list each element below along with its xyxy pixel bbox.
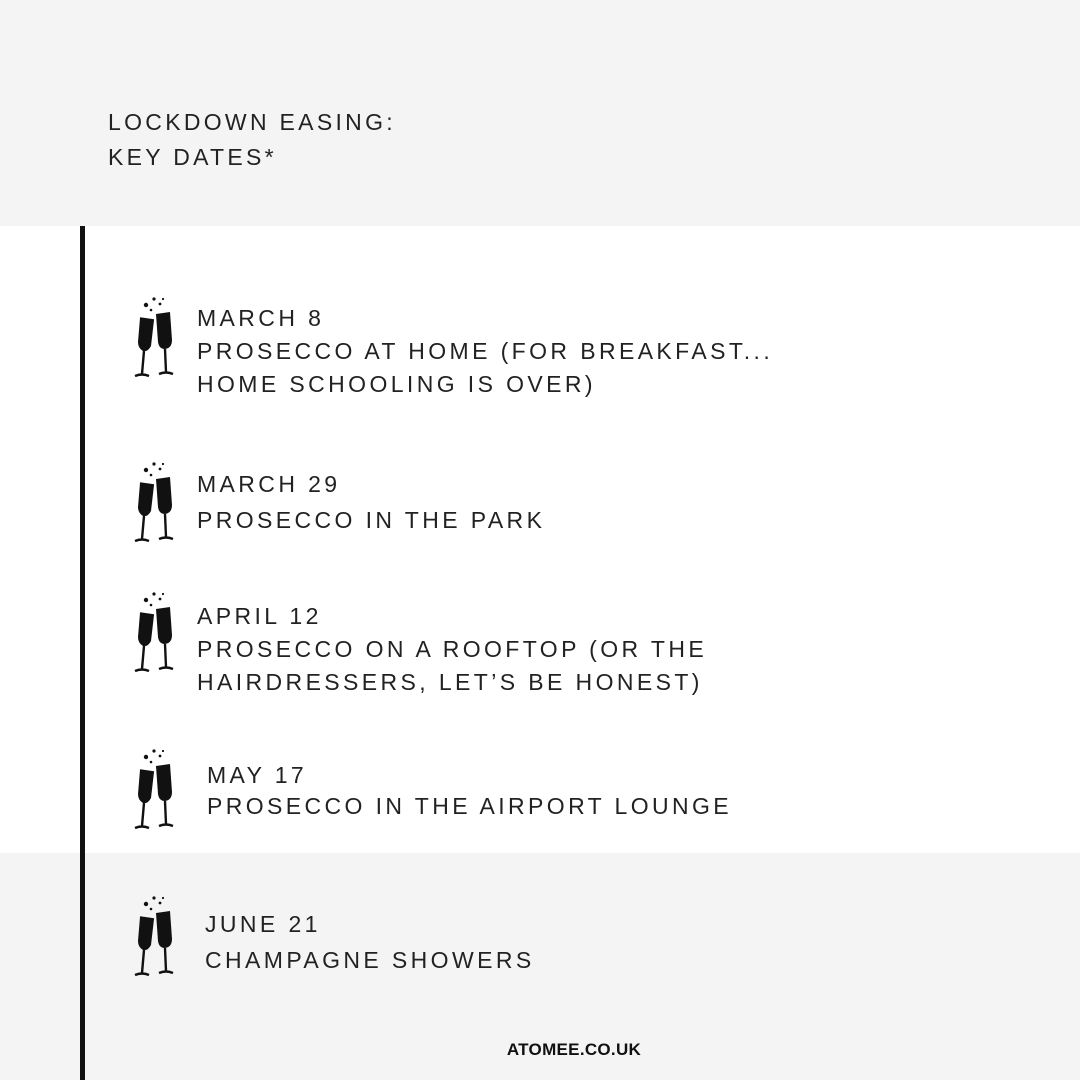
- champagne-glasses-icon: [132, 461, 178, 545]
- entry-date: APRIL 12: [197, 603, 322, 629]
- entry-line: PROSECCO ON A ROOFTOP (OR THE: [197, 636, 708, 662]
- entry-line: HOME SCHOOLING IS OVER): [197, 371, 596, 397]
- champagne-glasses-icon: [132, 591, 178, 675]
- page-title: [108, 105, 396, 175]
- champagne-glasses-icon: [132, 748, 178, 832]
- entry-date: MARCH 29: [197, 471, 341, 497]
- entry-date: JUNE 21: [205, 911, 321, 937]
- entry-line: CHAMPAGNE SHOWERS: [205, 947, 535, 973]
- title-line-2: KEY DATES*: [108, 144, 277, 170]
- entry-line: PROSECCO IN THE PARK: [197, 507, 546, 533]
- site-url-text: ATOMEE.CO.UK: [506, 1040, 642, 1059]
- title-line-1: LOCKDOWN EASING:: [108, 109, 396, 135]
- entry-text: [197, 600, 707, 699]
- entry-date: MARCH 8: [197, 305, 325, 331]
- entry-line: PROSECCO AT HOME (FOR BREAKFAST...: [197, 338, 774, 364]
- entry-line: HAIRDRESSERS, LET’S BE HONEST): [197, 669, 703, 695]
- entry-text: [197, 302, 773, 401]
- entry-text: [207, 760, 732, 822]
- champagne-glasses-icon: [132, 895, 178, 979]
- entry-date: MAY 17: [207, 762, 308, 788]
- timeline-line: [80, 226, 85, 1080]
- entry-text: [197, 466, 545, 538]
- champagne-glasses-icon: [132, 296, 178, 380]
- entry-text: [205, 906, 535, 978]
- site-url: [0, 1040, 1080, 1060]
- entry-line: PROSECCO IN THE AIRPORT LOUNGE: [207, 793, 733, 819]
